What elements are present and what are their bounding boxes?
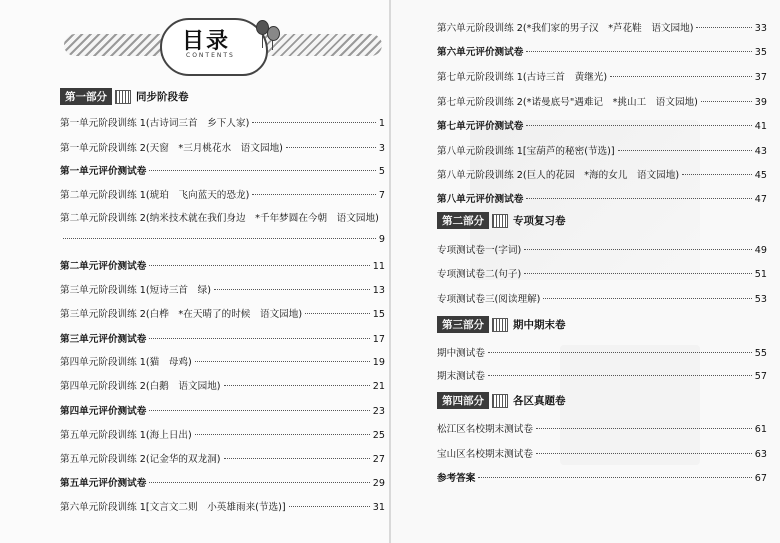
toc-entry xyxy=(437,143,767,157)
balloon-string xyxy=(262,36,263,48)
toc-entry-page: 53 xyxy=(754,294,767,305)
section-name: 期中期末卷 xyxy=(513,319,566,331)
toc-entry xyxy=(60,187,385,201)
toc-entry-title: 第八单元评价测试卷 xyxy=(437,194,524,205)
dot-leader xyxy=(149,265,369,266)
dot-leader xyxy=(488,375,752,376)
toc-entry xyxy=(60,210,385,224)
section-tag: 第四部分 xyxy=(437,392,489,409)
toc-entry xyxy=(437,446,767,460)
toc-entry xyxy=(437,368,767,382)
dot-leader xyxy=(149,410,369,411)
dot-leader xyxy=(701,101,752,102)
section-stripe-icon xyxy=(115,90,131,104)
dot-leader xyxy=(696,27,751,28)
toc-entry xyxy=(437,94,767,108)
toc-entry-title: 第五单元评价测试卷 xyxy=(60,478,147,489)
dot-leader xyxy=(214,289,370,290)
section-tag: 第一部分 xyxy=(60,88,112,105)
toc-entry-title: 第七单元阶段训练 1(古诗三首 黄继光) xyxy=(437,72,608,83)
toc-entry-title: 第六单元阶段训练 1[文言文二则 小英雄雨来(节选)] xyxy=(60,502,286,513)
toc-entry-page: 55 xyxy=(754,348,767,359)
toc-entry-page: 3 xyxy=(378,143,385,154)
section-heading-2 xyxy=(437,212,568,229)
toc-entry xyxy=(60,354,385,368)
toc-entry xyxy=(437,69,767,83)
toc-entry-title: 第二单元阶段训练 2(纳米技术就在我们身边 *千年梦圆在今朝 语文园地) xyxy=(60,213,379,224)
toc-entry-page: 15 xyxy=(372,309,385,320)
toc-entry-title: 专项测试卷二(句子) xyxy=(437,269,522,280)
toc-entry-page: 25 xyxy=(372,430,385,441)
toc-entry-page: 63 xyxy=(754,449,767,460)
toc-entry xyxy=(60,258,385,272)
toc-entry-page: 1 xyxy=(378,118,385,129)
toc-entry-page: 35 xyxy=(754,47,767,58)
toc-entry xyxy=(437,266,767,280)
toc-entry-title: 第三单元阶段训练 1(短诗三首 绿) xyxy=(60,285,211,296)
toc-entry-title: 第四单元评价测试卷 xyxy=(60,406,147,417)
toc-entry-title: 期末测试卷 xyxy=(437,371,485,382)
dot-leader xyxy=(543,298,751,299)
section-heading-4 xyxy=(437,392,568,409)
dot-leader xyxy=(536,428,752,429)
toc-entry-title: 松江区名校期末测试卷 xyxy=(437,424,533,435)
section-tag: 第三部分 xyxy=(437,316,489,333)
toc-entry-page: 13 xyxy=(372,285,385,296)
toc-entry-page: 61 xyxy=(754,424,767,435)
toc-entry-page: 7 xyxy=(378,190,385,201)
toc-entry-page: 9 xyxy=(378,234,385,245)
section-name: 专项复习卷 xyxy=(513,215,566,227)
dot-leader xyxy=(149,338,369,339)
toc-entry-title: 第六单元阶段训练 2(*我们家的男子汉 *芦花鞋 语文园地) xyxy=(437,23,694,34)
toc-entry xyxy=(60,306,385,320)
dot-leader xyxy=(488,352,752,353)
toc-entry-page: 21 xyxy=(372,381,385,392)
dot-leader xyxy=(252,194,376,195)
toc-entry-page: 57 xyxy=(754,371,767,382)
toc-entry-title: 第八单元阶段训练 1[宝葫芦的秘密(节选)] xyxy=(437,146,615,157)
toc-entry-page: 27 xyxy=(372,454,385,465)
toc-entry-continuation xyxy=(60,234,385,245)
dot-leader xyxy=(526,125,751,126)
page-subtitle: CONTENTS xyxy=(186,52,235,59)
dot-leader xyxy=(149,170,376,171)
section-heading-3 xyxy=(437,316,568,333)
toc-entry xyxy=(437,191,767,205)
toc-entry xyxy=(60,163,385,177)
toc-entry-page: 37 xyxy=(754,72,767,83)
dot-leader xyxy=(63,238,376,239)
toc-entry-title: 第二单元评价测试卷 xyxy=(60,261,147,272)
section-name: 同步阶段卷 xyxy=(136,91,189,103)
toc-entry-title: 专项测试卷三(阅读理解) xyxy=(437,294,541,305)
dot-leader xyxy=(224,385,370,386)
toc-entry-page: 31 xyxy=(372,502,385,513)
toc-entry-page: 17 xyxy=(372,334,385,345)
dot-leader xyxy=(224,458,370,459)
toc-entry-title: 第七单元评价测试卷 xyxy=(437,121,524,132)
toc-entry xyxy=(60,451,385,465)
section-heading-1 xyxy=(60,88,191,105)
dot-leader xyxy=(149,482,369,483)
toc-entry xyxy=(437,345,767,359)
toc-entry-title: 第一单元阶段训练 2(天窗 *三月桃花水 语文园地) xyxy=(60,143,283,154)
dot-leader xyxy=(478,477,751,478)
dot-leader xyxy=(195,361,370,362)
dot-leader xyxy=(610,76,752,77)
toc-entry-title: 第一单元评价测试卷 xyxy=(60,166,147,177)
page-title: 目录 xyxy=(182,29,231,54)
toc-entry xyxy=(60,140,385,154)
dot-leader xyxy=(524,273,752,274)
toc-entry-page: 43 xyxy=(754,146,767,157)
dot-leader xyxy=(524,249,752,250)
toc-entry-page: 49 xyxy=(754,245,767,256)
dot-leader xyxy=(289,506,370,507)
toc-entry-title: 第三单元阶段训练 2(白桦 *在天晴了的时候 语文园地) xyxy=(60,309,303,320)
toc-entry-title: 第四单元阶段训练 1(猫 母鸡) xyxy=(60,357,192,368)
toc-entry xyxy=(60,499,385,513)
toc-entry-page: 39 xyxy=(754,97,767,108)
toc-entry xyxy=(437,421,767,435)
toc-entry xyxy=(60,475,385,489)
toc-entry xyxy=(60,427,385,441)
dot-leader xyxy=(618,150,752,151)
toc-entry-title: 专项测试卷一(字词) xyxy=(437,245,522,256)
toc-entry-title: 第五单元阶段训练 1(海上日出) xyxy=(60,430,192,441)
toc-entry xyxy=(60,282,385,296)
toc-entry xyxy=(437,167,767,181)
toc-entry-title: 第四单元阶段训练 2(白鹅 语文园地) xyxy=(60,381,221,392)
dot-leader xyxy=(682,174,752,175)
dot-leader xyxy=(536,453,752,454)
dot-leader xyxy=(286,147,376,148)
toc-entry-title: 第六单元评价测试卷 xyxy=(437,47,524,58)
toc-entry-title: 第三单元评价测试卷 xyxy=(60,334,147,345)
toc-entry-page: 5 xyxy=(378,166,385,177)
dot-leader xyxy=(252,122,376,123)
toc-entry-page: 45 xyxy=(754,170,767,181)
toc-entry-title: 宝山区名校期末测试卷 xyxy=(437,449,533,460)
toc-entry-title: 第一单元阶段训练 1(古诗词三首 乡下人家) xyxy=(60,118,250,129)
toc-entry xyxy=(437,470,767,484)
toc-entry xyxy=(437,44,767,58)
section-stripe-icon xyxy=(492,318,508,332)
section-tag: 第二部分 xyxy=(437,212,489,229)
toc-entry xyxy=(60,378,385,392)
dot-leader xyxy=(526,198,751,199)
toc-entry xyxy=(437,20,767,34)
section-stripe-icon xyxy=(492,214,508,228)
toc-entry xyxy=(60,115,385,129)
toc-entry-page: 11 xyxy=(372,261,385,272)
toc-entry-page: 19 xyxy=(372,357,385,368)
dot-leader xyxy=(526,51,751,52)
toc-entry-title: 期中测试卷 xyxy=(437,348,485,359)
section-stripe-icon xyxy=(492,394,508,408)
toc-entry-title: 第五单元阶段训练 2(记金华的双龙洞) xyxy=(60,454,221,465)
toc-entry-page: 41 xyxy=(754,121,767,132)
toc-entry-title: 第七单元阶段训练 2(*诺曼底号"遇难记 *挑山工 语文园地) xyxy=(437,97,698,108)
toc-entry xyxy=(437,291,767,305)
toc-entry-title: 第八单元阶段训练 2(巨人的花园 *海的女儿 语文园地) xyxy=(437,170,680,181)
toc-entry-title: 参考答案 xyxy=(437,473,476,484)
toc-entry-page: 67 xyxy=(754,473,767,484)
dot-leader xyxy=(195,434,370,435)
toc-entry-page: 47 xyxy=(754,194,767,205)
toc-entry xyxy=(60,403,385,417)
toc-entry xyxy=(60,331,385,345)
toc-entry xyxy=(437,118,767,132)
toc-entry-page: 23 xyxy=(372,406,385,417)
toc-entry-page: 29 xyxy=(372,478,385,489)
toc-entry-page: 33 xyxy=(754,23,767,34)
toc-entry-title: 第二单元阶段训练 1(琥珀 飞向蓝天的恐龙) xyxy=(60,190,250,201)
balloon-icon xyxy=(267,26,280,41)
section-name: 各区真题卷 xyxy=(513,395,566,407)
dot-leader xyxy=(305,313,370,314)
toc-entry-page: 51 xyxy=(754,269,767,280)
toc-entry xyxy=(437,242,767,256)
